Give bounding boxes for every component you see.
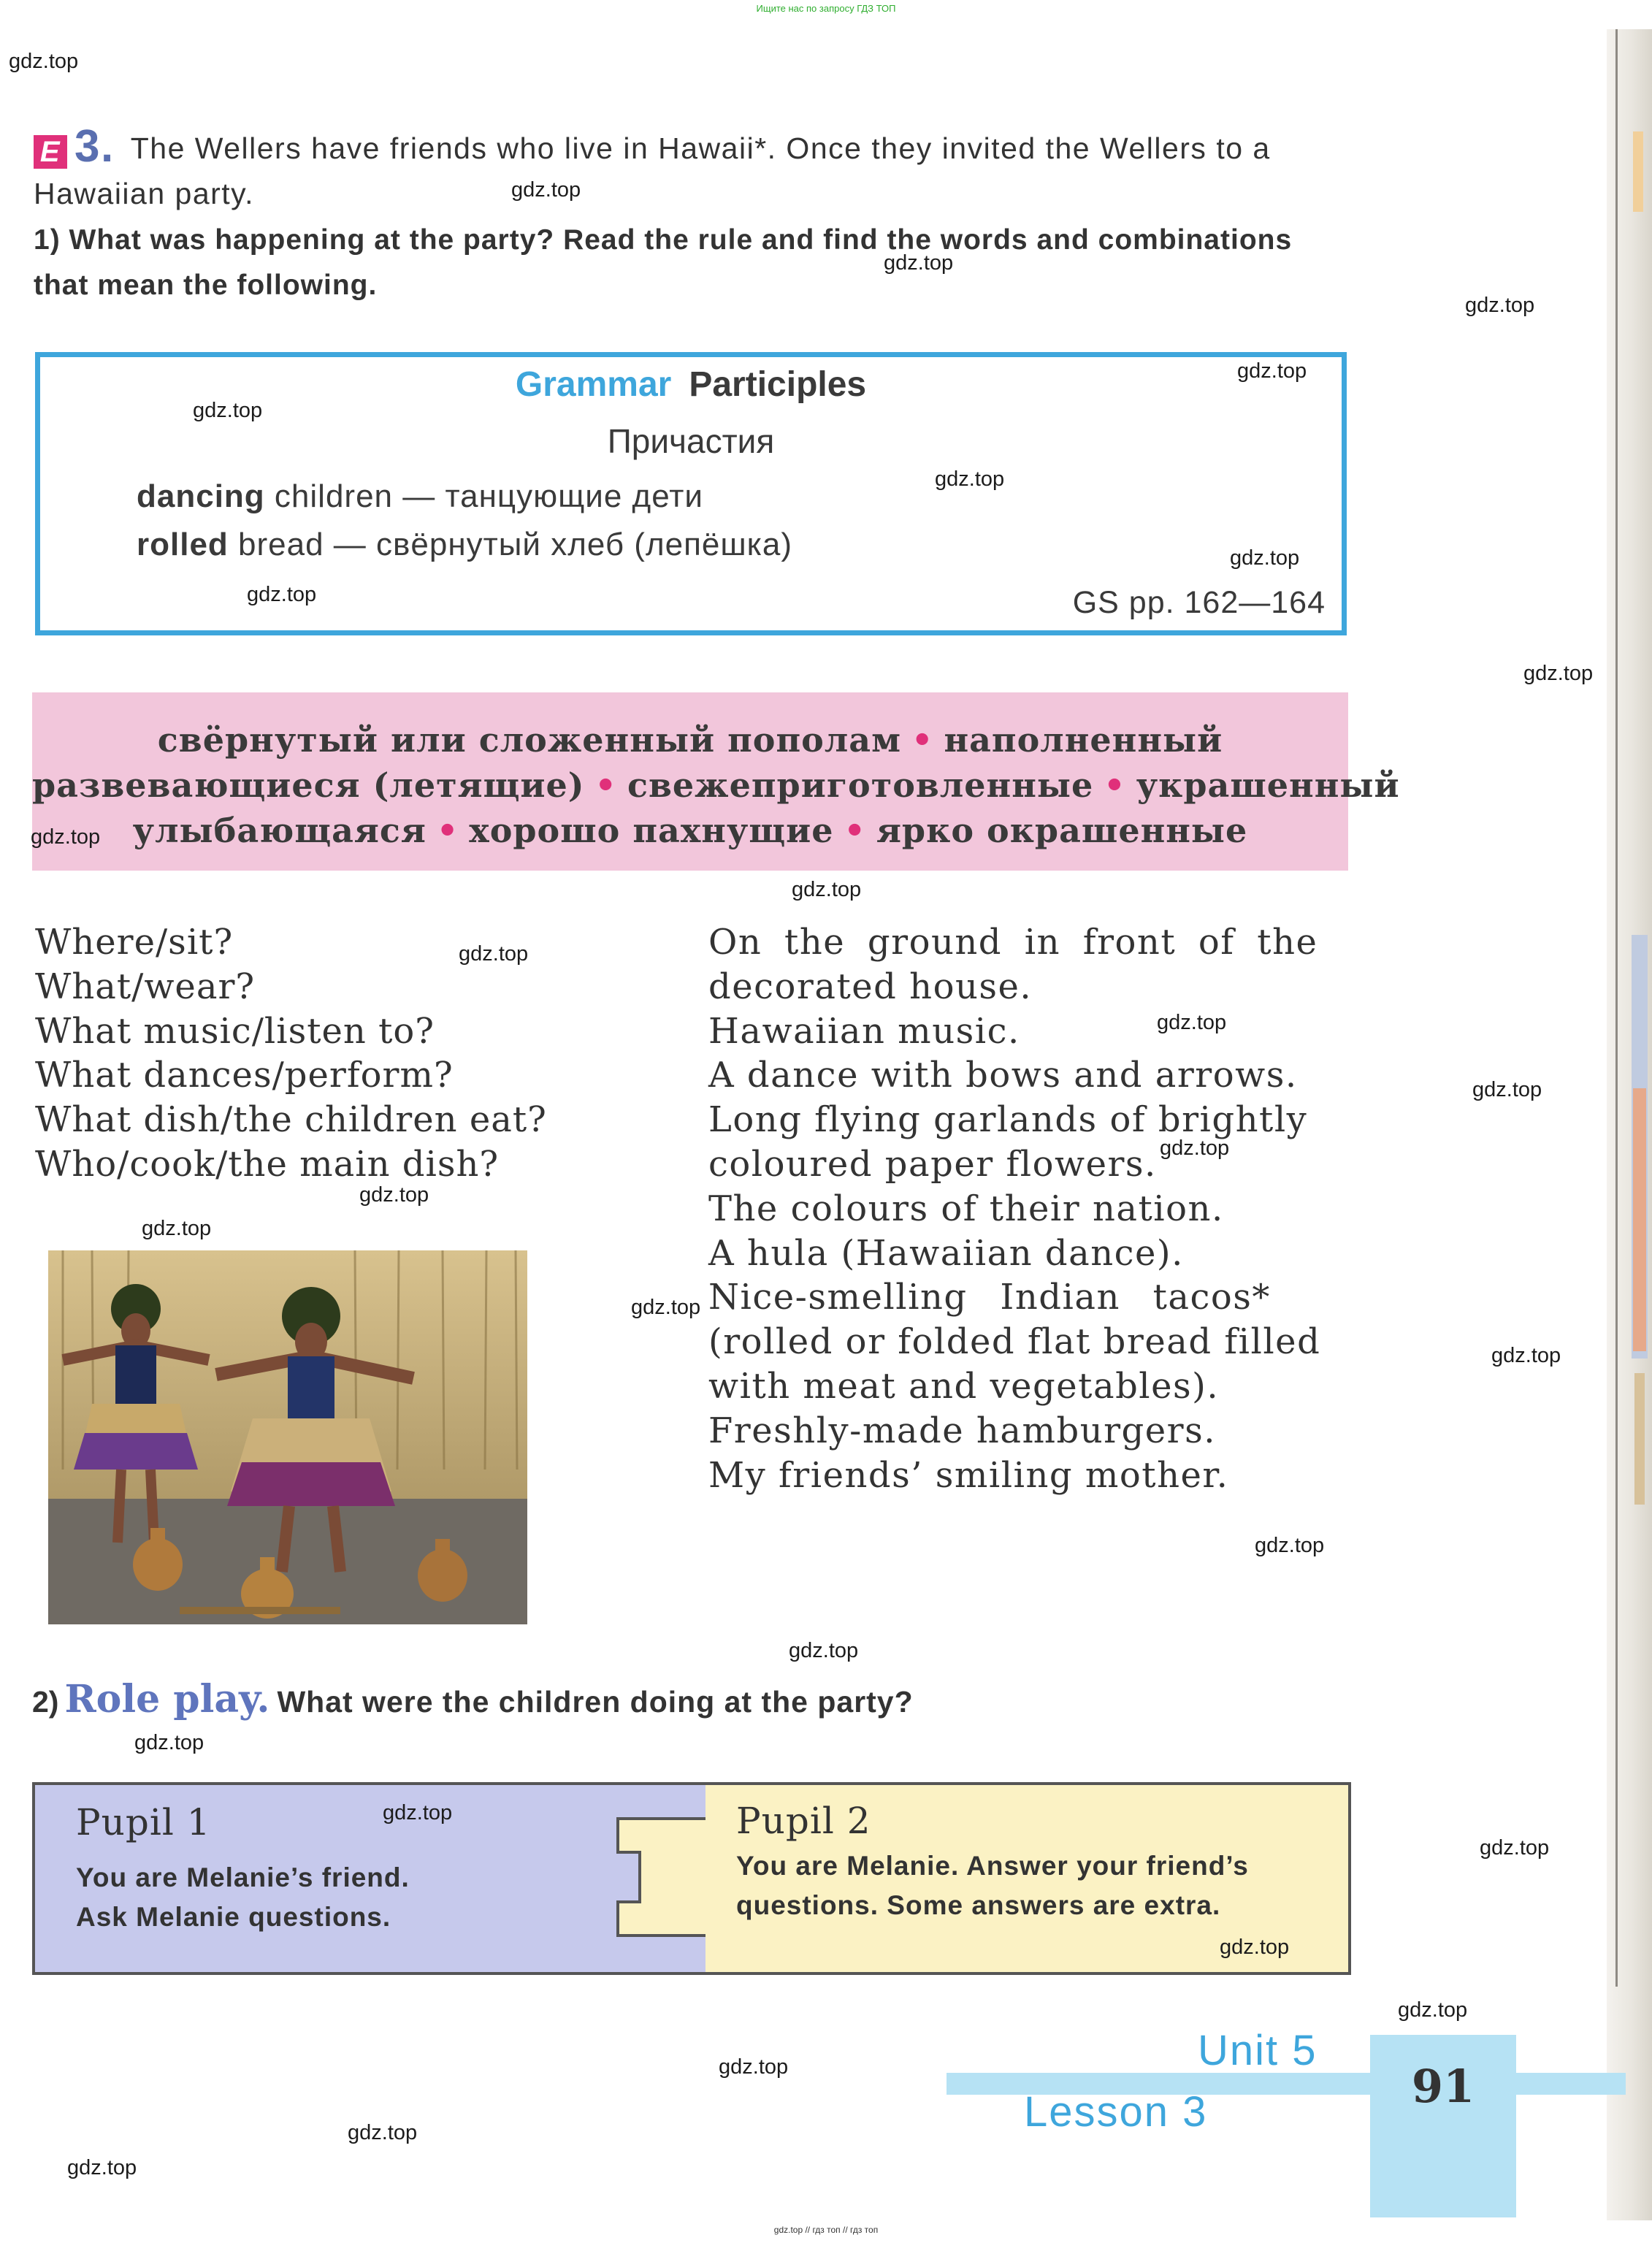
bottom-note: gdz.top // гдз топ // гдз топ [773,2225,879,2235]
watermark: gdz.top [1230,546,1300,570]
watermark: gdz.top [359,1183,429,1207]
edge-tab [1633,1088,1646,1351]
edge-tab [1633,131,1643,212]
watermark: gdz.top [142,1217,212,1240]
example-rest: children — танцующие дети [274,478,703,514]
russian-phrase: хорошо пахнущие [469,811,834,850]
question: Where/sit? [35,922,234,963]
pupil-1-line: You are Melanie’s friend. [76,1862,410,1892]
task-intro-text: The Wellers have friends who live in Hawaii*. Once they invited the Wellers to a Hawaiian party. [34,131,1271,210]
page-number: 91 [1411,2060,1475,2113]
watermark: gdz.top [631,1296,701,1319]
watermark: gdz.top [1237,359,1307,383]
answer: A dance with bows and arrows. [708,1055,1298,1096]
watermark: gdz.top [1523,662,1594,685]
page-number-box [1370,2035,1516,2217]
lesson-label: Lesson 3 [1024,2088,1208,2136]
watermark: gdz.top [884,251,954,275]
bullet-icon: • [594,765,617,805]
bullet-icon: • [436,811,459,850]
russian-phrase: развевающиеся (летящие) [32,765,585,805]
answer: decorated house. [708,966,1033,1007]
watermark: gdz.top [31,825,101,849]
watermark: gdz.top [511,178,581,202]
answer: Long flying garlands of brightly [708,1099,1308,1140]
watermark: gdz.top [9,50,79,73]
watermark: gdz.top [383,1801,453,1824]
russian-phrase: наполненный [944,720,1223,760]
russian-phrase: ярко окрашенные [876,811,1248,850]
puzzle-notch [613,1811,716,1943]
watermark: gdz.top [1157,1011,1227,1034]
pupil-1-card [32,1782,708,1975]
russian-words-panel [32,692,1400,871]
top-search-note: Ищите нас по запросу ГДЗ ТОП [756,3,896,14]
russian-phrase: свежеприготовленные [627,765,1094,805]
task-number: 3. [74,121,115,172]
answer: with meat and vegetables). [708,1366,1220,1407]
task-intro [34,121,1348,216]
hula-photo-illustration [48,1250,527,1624]
example-word: dancing [137,478,265,514]
grammar-box [35,352,1347,635]
question: What dish/the children eat? [35,1099,547,1140]
watermark: gdz.top [1491,1344,1561,1367]
bullet-icon: • [1104,765,1126,805]
answer: On the ground in front of the [708,922,1318,963]
question: Who/cook/the main dish? [35,1144,500,1185]
answer: Hawaiian music. [708,1011,1020,1052]
hula-dancers-photo [48,1250,527,1624]
pupil-2-line: questions. Some answers are extra. [736,1890,1221,1920]
edge-tab [1634,1373,1645,1505]
unit-label: Unit 5 [1198,2027,1318,2074]
answer: (rolled or folded flat bread filled [708,1321,1321,1362]
question: What music/listen to? [35,1011,435,1052]
russian-words-line [32,811,1348,850]
pupil-2-line: You are Melanie. Answer your friend’s [736,1851,1249,1881]
example-word: rolled [137,527,229,562]
role-play-label: Role play. [64,1677,270,1722]
watermark: gdz.top [1255,1534,1325,1557]
grammar-subtitle: Причастия [607,422,775,460]
answer: My friends’ smiling mother. [708,1455,1229,1496]
russian-phrase: улыбающаяся [132,811,427,850]
russian-words-line [32,765,1400,805]
watermark: gdz.top [1480,1836,1550,1860]
watermark: gdz.top [1472,1078,1542,1101]
watermark: gdz.top [134,1731,204,1754]
grammar-example-1 [137,478,703,515]
russian-phrase: украшенный [1136,765,1400,805]
answer: A hula (Hawaiian dance). [708,1233,1184,1274]
subtask-1-instruction: 1) What was happening at the party? Read the rule and find the words and combinations that mean the following. [34,224,1293,301]
answer: coloured paper flowers. [708,1144,1157,1185]
question: What/wear? [35,966,256,1007]
watermark: gdz.top [459,942,529,966]
watermark: gdz.top [193,399,263,422]
question: What dances/perform? [35,1055,454,1096]
role-play-question: What were the children doing at the party? [277,1685,914,1719]
watermark: gdz.top [1398,1998,1468,2022]
watermark: gdz.top [247,583,317,606]
watermark: gdz.top [67,2156,137,2179]
russian-phrase: свёрнутый или сложенный пополам [157,720,902,760]
exercise-e-icon: E [34,135,67,169]
pupil-1-line: Ask Melanie questions. [76,1902,391,1932]
subtask-2-number: 2) [32,1685,59,1719]
bullet-icon: • [911,720,934,760]
page-edge-line [1615,29,1618,1987]
grammar-topic: Participles [689,365,867,404]
bullet-icon: • [844,811,866,850]
watermark: gdz.top [348,2121,418,2144]
russian-words-line [32,720,1348,760]
answer: Nice-smelling Indian tacos* [708,1277,1271,1318]
watermark: gdz.top [935,467,1005,491]
answer: Freshly-made hamburgers. [708,1410,1217,1451]
grammar-reference: GS pp. 162—164 [1072,585,1326,620]
watermark: gdz.top [719,2055,789,2079]
pupil-1-title: Pupil 1 [76,1801,211,1843]
subtask-2-instruction [32,1677,914,1722]
answer: The colours of their nation. [708,1188,1224,1229]
pupil-2-title: Pupil 2 [736,1800,871,1842]
watermark: gdz.top [1160,1136,1230,1160]
watermark: gdz.top [1220,1936,1290,1959]
example-rest: bread — свёрнутый хлеб (лепёшка) [238,527,793,562]
grammar-example-2 [137,527,792,563]
watermark: gdz.top [1465,294,1535,317]
grammar-label: Grammar [515,365,672,404]
watermark: gdz.top [789,1639,859,1662]
watermark: gdz.top [792,878,862,901]
